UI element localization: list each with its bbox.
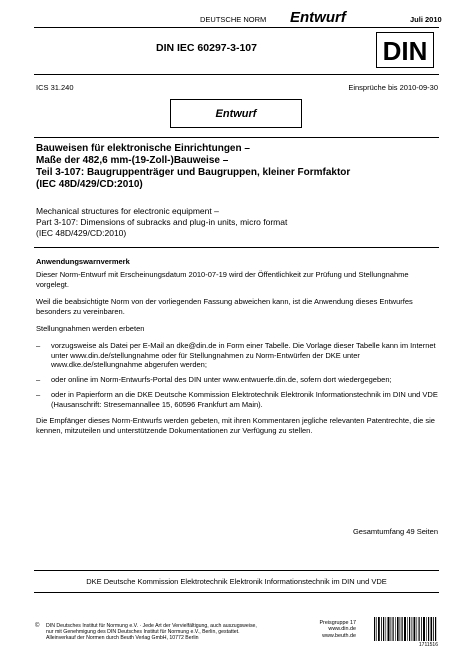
warning-para-4: Die Empfänger dieses Norm-Entwurfs werden gebeten, mit ihren Kommentaren jegliche relevanten Patentrechte, die sie kennen, mitzuteilen und unterstützende Dokumentationen zur Verfügung zu stellen. — [36, 416, 435, 435]
rule-5 — [34, 570, 439, 571]
rule-4 — [34, 247, 439, 248]
ics-code: ICS 31.240 — [36, 83, 74, 92]
title-german-line: (IEC 48D/429/CD:2010) — [36, 179, 143, 190]
einsprueche-date: Einsprüche bis 2010-09-30 — [348, 83, 438, 92]
entwurf-box-label: Entwurf — [215, 107, 257, 120]
rule-6 — [34, 592, 439, 593]
header-norm-label: DEUTSCHE NORM — [200, 15, 267, 24]
warning-para-2: Weil die beabsichtigte Norm von der vorliegenden Fassung abweichen kann, ist die Anwendung dieses Entwurfes besonders zu vereinbaren. — [36, 297, 413, 316]
din-logo — [376, 32, 434, 68]
warning-para-1: Dieser Norm-Entwurf mit Erscheinungsdatum 2010-07-19 wird der Öffentlichkeit zur Prüfung und Stellungnahme vorgelegt. — [36, 270, 409, 289]
title-english — [36, 206, 441, 239]
price-line: www.din.de — [328, 626, 356, 633]
rule-3 — [34, 137, 439, 138]
list-dash: – — [36, 375, 41, 384]
barcode — [372, 617, 438, 643]
copyright-line: Alleinverkauf der Normen durch Beuth Verlag GmbH, 10772 Berlin — [46, 635, 199, 642]
warning-heading: Anwendungswarnvermerk — [36, 257, 130, 266]
title-english-line: (IEC 48D/429/CD:2010) — [36, 228, 127, 238]
copyright-line: nur mit Genehmigung des DIN Deutsches Institut für Normung e.V., Berlin, gestattet. — [46, 629, 240, 636]
rule-2 — [34, 74, 439, 75]
header-status: Entwurf — [290, 9, 346, 26]
title-german-line: Bauweisen für elektronische Einrichtungen – — [36, 143, 250, 154]
warning-para-3: Stellungnahmen werden erbeten — [36, 324, 145, 333]
list-item-text: oder online im Norm-Entwurfs-Portal des DIN unter www.entwuerfe.din.de, sofern dort wiedergegeben; — [51, 375, 392, 384]
entwurf-box — [170, 99, 302, 128]
list-dash: – — [36, 390, 41, 399]
title-german-line: Teil 3-107: Baugruppenträger und Baugruppen, kleiner Formfaktor — [36, 167, 351, 178]
list-item-text: vorzugsweise als Datei per E-Mail an dke@din.de in Form einer Tabelle. Die Vorlage dieser Tabelle kann im Internet unter www.din.de/stellungnahme oder für Stellungnahmen zu Norm-Entwürfen der DKE unter www.dke.de/stellungnahme abgerufen werden; — [51, 341, 436, 370]
copyright-line: DIN Deutsches Institut für Normung e.V. · Jede Art der Vervielfältigung, auch auszugsweise, — [46, 623, 257, 629]
list-dash: – — [36, 341, 41, 350]
top-rule — [34, 27, 439, 28]
dke-footer-line: DKE Deutsche Kommission Elektrotechnik Elektronik Informationstechnik im DIN und VDE — [86, 577, 387, 586]
title-english-line: Mechanical structures for electronic equipment – — [36, 206, 219, 216]
copyright-text — [46, 623, 306, 642]
total-pages: Gesamtumfang 49 Seiten — [352, 527, 438, 536]
header-date: Juli 2010 — [410, 15, 442, 24]
copyright-symbol: © — [35, 623, 40, 629]
title-german-line: Maße der 482,6 mm-(19-Zoll-)Bauweise – — [36, 155, 229, 166]
price-line: Preisgruppe 17 — [319, 620, 356, 626]
barcode-number: 1711516 — [418, 642, 438, 648]
title-english-line: Part 3-107: Dimensions of subracks and plug-in units, micro format — [36, 217, 288, 227]
price-line: www.beuth.de — [322, 632, 356, 639]
list-item-text: oder in Papierform an die DKE Deutsche Kommission Elektrotechnik Elektronik Informationstechnik im DIN und VDE (Hausanschrift: Stresemannallee 15, 60596 Frankfurt am Main). — [51, 390, 438, 409]
title-german — [36, 143, 441, 191]
din-logo-text: DIN — [382, 36, 428, 66]
document-number: DIN IEC 60297-3-107 — [156, 42, 257, 54]
price-group — [300, 620, 356, 639]
